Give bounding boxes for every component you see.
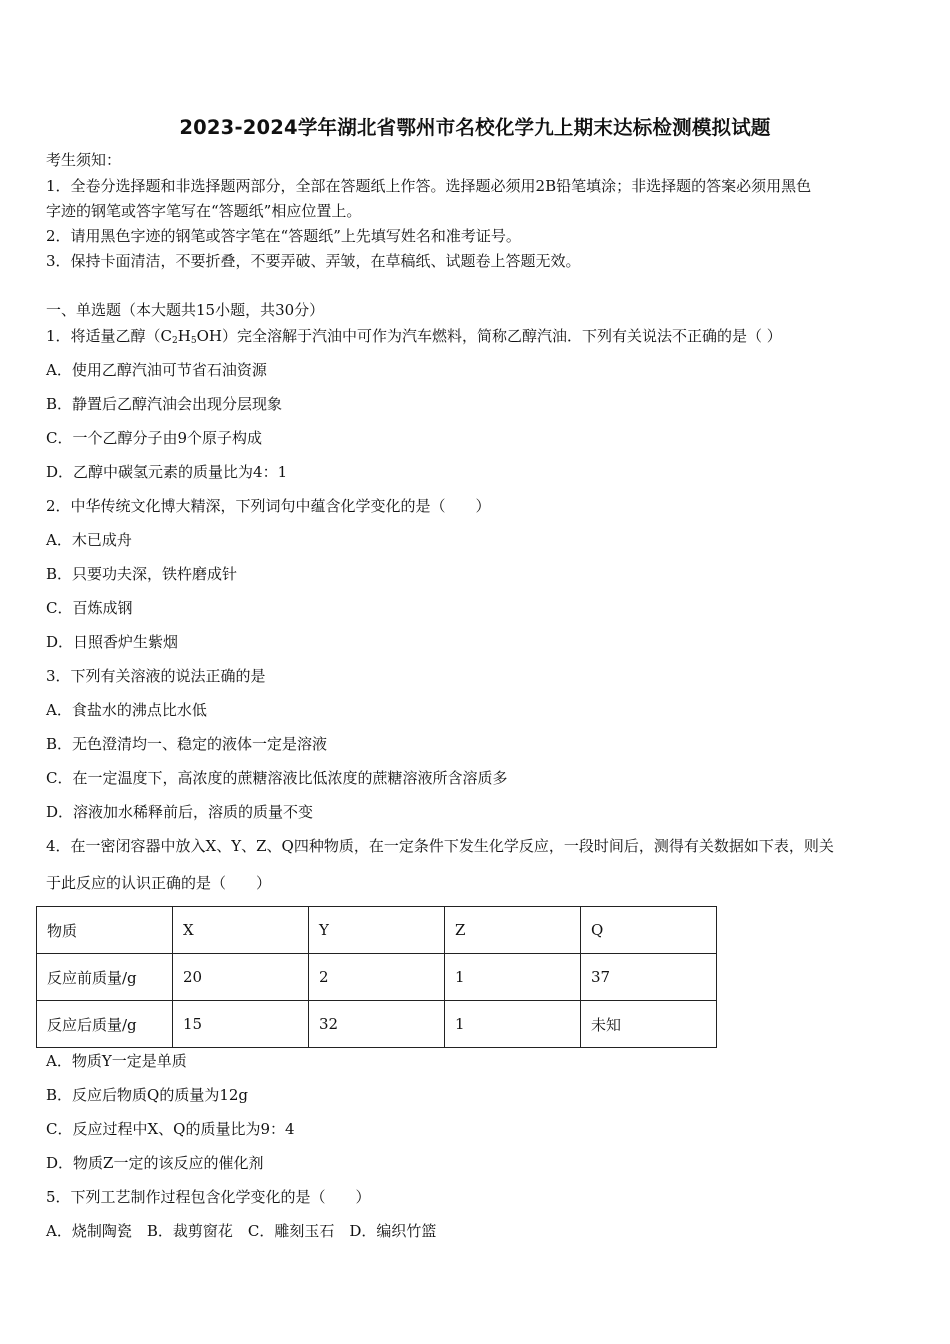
table-cell: 物质 xyxy=(37,907,173,954)
table-row xyxy=(37,907,717,954)
q4-option-d[interactable]: D．物质Z一定的该反应的催化剂 xyxy=(46,1154,264,1172)
table-cell: Y xyxy=(309,907,445,954)
q2-option-d[interactable]: D．日照香炉生紫烟 xyxy=(46,633,179,651)
q3-option-d[interactable]: D．溶液加水稀释前后，溶质的质量不变 xyxy=(46,803,314,821)
q5-options[interactable]: A．烧制陶瓷 B．裁剪窗花 C．雕刻玉石 D．编织竹篮 xyxy=(46,1222,437,1240)
page-title: 2023-2024学年湖北省鄂州市名校化学九上期末达标检测模拟试题 xyxy=(179,116,771,139)
notice-heading: 考生须知： xyxy=(46,151,122,169)
q1-option-d[interactable]: D．乙醇中碳氢元素的质量比为4：1 xyxy=(46,463,288,481)
table-cell: 20 xyxy=(173,954,309,1001)
q2-option-c[interactable]: C．百炼成钢 xyxy=(46,599,133,617)
section-heading: 一、单选题（本大题共15小题，共30分） xyxy=(46,301,325,319)
table-cell: 反应后质量/g xyxy=(37,1001,173,1048)
question-5-stem: 5．下列工艺制作过程包含化学变化的是（ ） xyxy=(46,1188,371,1206)
q4-option-a[interactable]: A．物质Y一定是单质 xyxy=(46,1052,187,1070)
table-cell: Q xyxy=(581,907,717,954)
table-cell: 2 xyxy=(309,954,445,1001)
table-cell: 反应前质量/g xyxy=(37,954,173,1001)
q1-option-a[interactable]: A．使用乙醇汽油可节省石油资源 xyxy=(46,361,267,379)
table-cell: 1 xyxy=(445,1001,581,1048)
question-4-stem: 4．在一密闭容器中放入X、Y、Z、Q四种物质，在一定条件下发生化学反应，一段时间后，测得有关数据如下表，则关 xyxy=(46,837,834,855)
q3-option-c[interactable]: C．在一定温度下，高浓度的蔗糖溶液比低浓度的蔗糖溶液所含溶质多 xyxy=(46,769,508,787)
data-table xyxy=(36,906,717,1048)
notice-item: 2．请用黑色字迹的钢笔或答字笔在“答题纸”上先填写姓名和准考证号。 xyxy=(46,227,521,245)
table-cell: X xyxy=(173,907,309,954)
question-3-stem: 3．下列有关溶液的说法正确的是 xyxy=(46,667,266,685)
table-cell: 32 xyxy=(309,1001,445,1048)
table-cell: 1 xyxy=(445,954,581,1001)
q4-option-c[interactable]: C．反应过程中X、Q的质量比为9：4 xyxy=(46,1120,295,1138)
table-row xyxy=(37,1001,717,1048)
question-4-stem-cont: 于此反应的认识正确的是（ ） xyxy=(46,874,272,892)
question-1-stem xyxy=(46,326,782,351)
q1-stem-part: 1．将适量乙醇（C xyxy=(46,327,173,345)
q1-stem-part: OH）完全溶解于汽油中可作为汽车燃料，简称乙醇汽油．下列有关说法不正确的是（ ） xyxy=(196,327,782,345)
notice-item: 1．全卷分选择题和非选择题两部分，全部在答题纸上作答。选择题必须用2B铅笔填涂；非选择题的答案必须用黑色 xyxy=(46,177,812,195)
q1-subscript: 5 xyxy=(190,336,197,346)
q1-option-b[interactable]: B．静置后乙醇汽油会出现分层现象 xyxy=(46,395,283,413)
table-row xyxy=(37,954,717,1001)
q1-subscript: 2 xyxy=(172,336,178,346)
question-2-stem: 2．中华传统文化博大精深，下列词句中蕴含化学变化的是（ ） xyxy=(46,497,491,515)
q2-option-a[interactable]: A．木已成舟 xyxy=(46,531,132,549)
notice-item: 3．保持卡面清洁，不要折叠，不要弄破、弄皱，在草稿纸、试题卷上答题无效。 xyxy=(46,252,581,270)
table-cell: 未知 xyxy=(581,1001,717,1048)
table-cell: Z xyxy=(445,907,581,954)
q1-option-c[interactable]: C．一个乙醇分子由9个原子构成 xyxy=(46,429,263,447)
q3-option-a[interactable]: A．食盐水的沸点比水低 xyxy=(46,701,207,719)
table-cell: 37 xyxy=(581,954,717,1001)
q4-option-b[interactable]: B．反应后物质Q的质量为12g xyxy=(46,1086,249,1104)
q2-option-b[interactable]: B．只要功夫深，铁杵磨成针 xyxy=(46,565,238,583)
q3-option-b[interactable]: B．无色澄清均一、稳定的液体一定是溶液 xyxy=(46,735,328,753)
table-cell: 15 xyxy=(173,1001,309,1048)
q1-stem-part: H xyxy=(177,327,191,345)
notice-item: 字迹的钢笔或答字笔写在“答题纸”相应位置上。 xyxy=(46,202,362,220)
